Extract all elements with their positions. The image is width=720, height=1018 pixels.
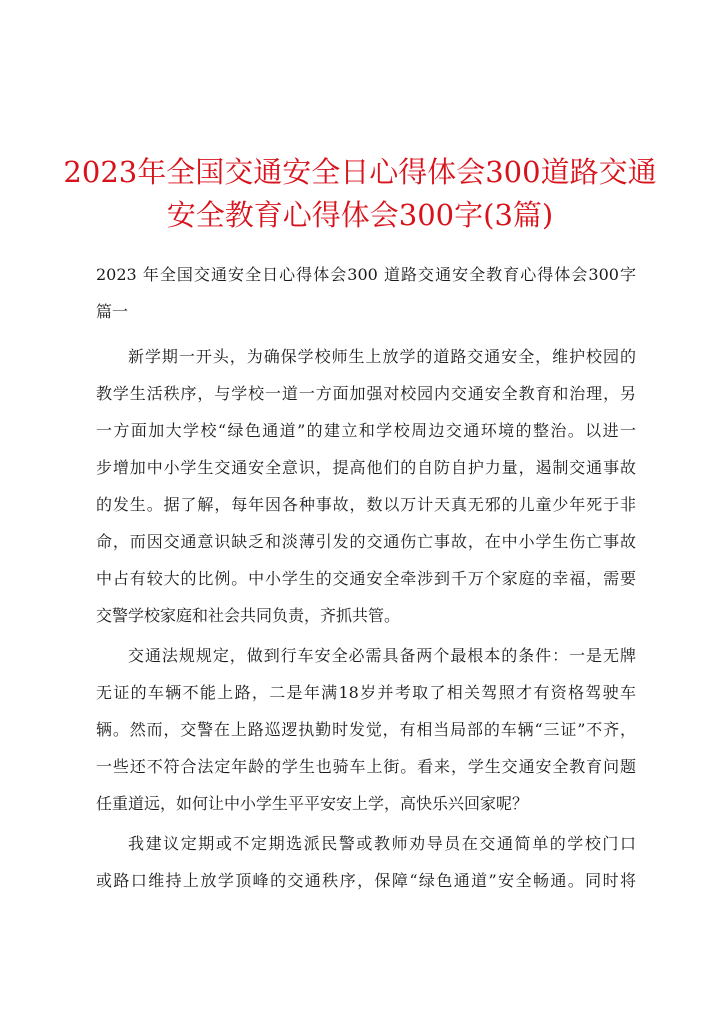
paragraph-line: 一些还不符合法定年龄的学生也骑车上街。看来，学生交通安全教育问题	[96, 757, 636, 776]
paragraph-line: 辆。然而，交警在上路巡逻执勤时发觉，有相当局部的车辆“三证”不齐，	[96, 720, 636, 739]
paragraph-line: 命，而因交通意识缺乏和淡薄引发的交通伤亡事故，在中小学生伤亡事故	[96, 532, 636, 551]
paragraph-line: 步增加中小学生交通安全意识，提高他们的自防自护力量，遏制交通事故	[96, 458, 636, 477]
paragraph-line: 中占有较大的比例。中小学生的交通安全牵涉到千万个家庭的幸福，需要	[96, 569, 636, 588]
paragraph-line: 任重道远，如何让中小学生平平安安上学，高快乐兴回家呢？	[96, 794, 529, 813]
paragraph-line: 教学生活秩序，与学校一道一方面加强对校园内交通安全教育和治理，另	[96, 384, 636, 403]
paragraph-line: 一方面加大学校“绿色通道”的建立和学校周边交通环境的整治。以进一	[96, 421, 636, 440]
paragraph-line: 我建议定期或不定期选派民警或教师劝导员在交通简单的学校门口	[128, 834, 636, 853]
paragraph-line: 交通法规规定，做到行车安全必需具备两个最根本的条件：一是无牌	[128, 646, 636, 665]
subtitle-line: 2023 年全国交通安全日心得体会300 道路交通安全教育心得体会300字	[96, 265, 636, 284]
paragraph-line: 或路口维持上放学顶峰的交通秩序，保障“绿色通道”安全畅通。同时将	[96, 871, 636, 890]
paragraph-line: 无证的车辆不能上路，二是年满18岁并考取了相关驾照才有资格驾驶车	[96, 683, 636, 702]
paragraph-line: 的发生。据了解，每年因各种事故，数以万计天真无邪的儿童少年死于非	[96, 495, 636, 514]
paragraph-line: 交警学校家庭和社会共同负责，齐抓共管。	[96, 606, 401, 625]
paragraph-line: 新学期一开头，为确保学校师生上放学的道路交通安全，维护校园的	[128, 347, 636, 366]
document-title-line-1: 2023年全国交通安全日心得体会300道路交通	[63, 155, 657, 189]
document-title-line-2: 安全教育心得体会300字(3篇)	[166, 198, 554, 232]
subtitle-line-end: 篇一	[96, 302, 129, 321]
